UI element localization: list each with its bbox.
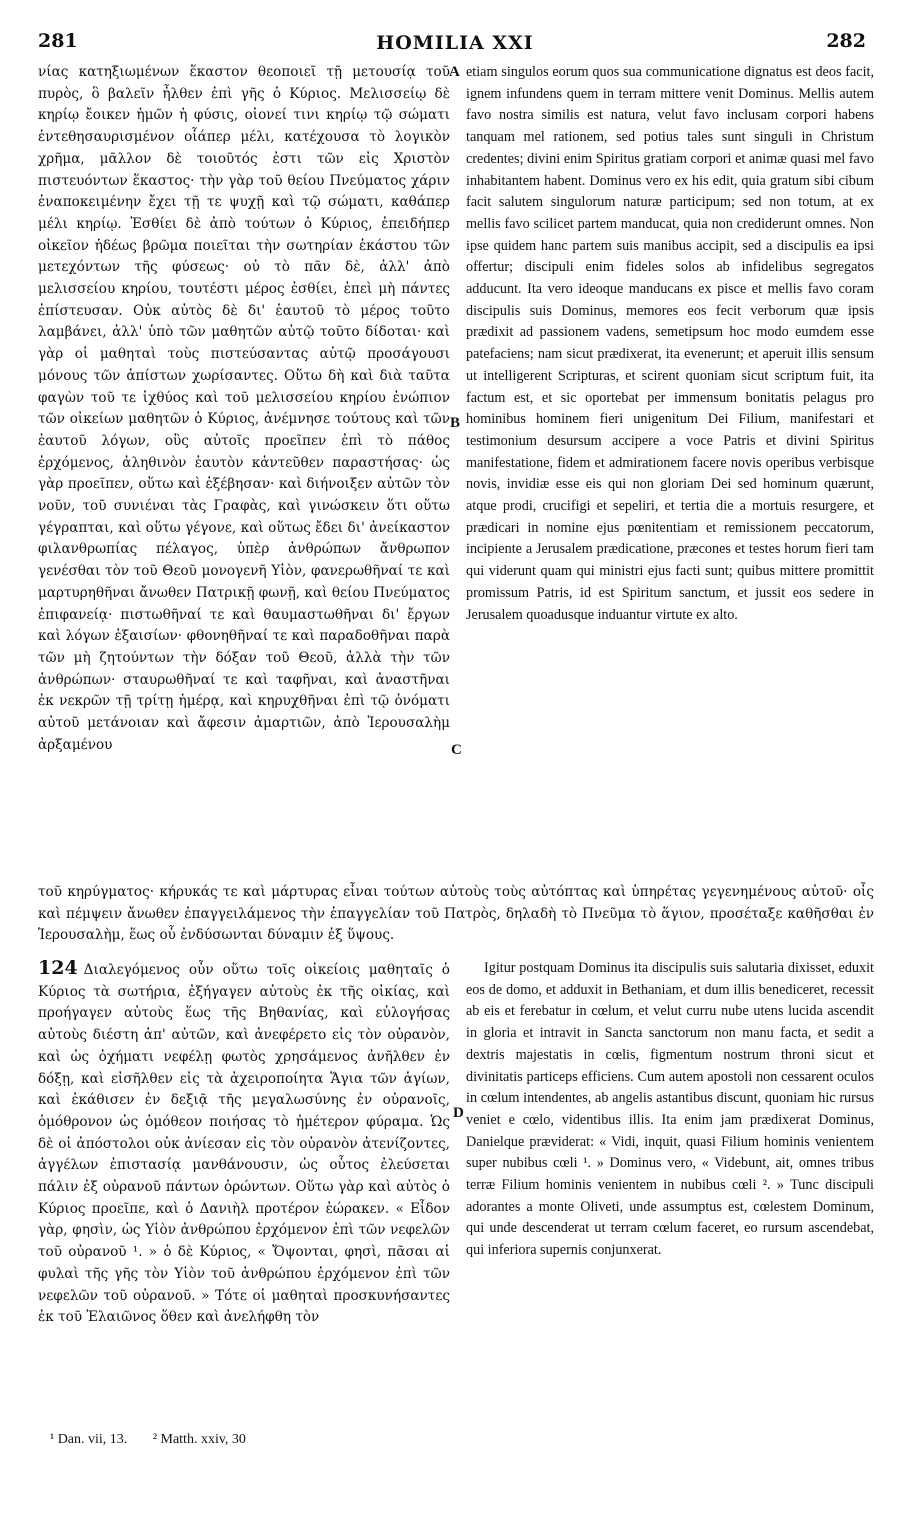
footnotes [50, 1432, 550, 1448]
latin-column-lower [466, 958, 874, 1406]
footnote-2: ² Matth. xxiv, 30 [152, 1432, 246, 1447]
greek-span-text: τοῦ κηρύγματος· κήρυκάς τε καὶ μάρτυρας εἶναι τούτων αὐτοὺς τοὺς αὐτόπτας καὶ ὑπηρέτας γεγενημένους αὐτοῦ· οἷς καὶ πέμψειν ἄνωθεν ἐπαγγειλάμενος τὴν ἐπαγγελίαν τοῦ Πατρὸς, δηλαδὴ τὸ Πνεῦμα τὸ ἅγιον, προσέταξε καθῆσθαι ἐν Ἱερουσαλὴμ, ἕως οὗ ἐνδύσωνται δύναμιν ἐξ ὕψους. [38, 884, 874, 944]
section-number: 124 [38, 958, 78, 979]
page-header [0, 30, 910, 60]
footnote-1: ¹ Dan. vii, 13. [50, 1432, 128, 1447]
latin-text-upper: etiam singulos eorum quos sua communicatione dignatus est deos facit, ignem infundens quem in terram mittere venit Dominus. Mellis autem favo nostra similis est natura, velut favo inclusam corpori habens tanquam mel rationem, sed potius tales sunt singuli in Christum credentes; divini enim Spiritus gratiam corpori et animæ quasi mel favo inhabitantem habent. Dominus vero ex his edit, quia gratum sibi cibum facit salutem singulorum naturæ participum; sed non totum, at ex mellis favo scilicet partem manducat, quia non crediderunt omnes. Non ipse quidem hanc partem suis manibus accipit, sed a discipulis ea ipsi offertur; discipuli enim fideles solos ab infidelibus segregatos adducunt. Ita vero ideoque manducans ex pisce et mellis favo coram discipulis suis Dominus, memores eos fecit verborum quæ ipsis prædixit ad passionem vadens, semetipsum hoc modo eumdem esse patefaciens; nam sicut prædixerat, ita evenerunt; et aperuit illis sensum ut intelligerent Scripturas, et scirent quoniam sicut scriptum fuit, ita factum est, et sic oportebat per immensum bonitatis pelagus pro hominibus hominem fieri unigenitum Dei Filium, manifestari et testimonium desursum accipere a voce Patris et divini Spiritus manifestatione, fidem et admirationem facere novis operibus verbisque novis, invidiæ esse eis qui non gloriam Dei sed hominum quærunt, atque prodi, crucifigi et sepeliri, et tertia die a mortuis resurgere, et prædicari in nomine ejus pœnitentiam et remissionem peccatorum, incipiente a Jerusalem prædicatione, præcones et testes horum fieri tam qui viderunt quam qui ministri ejus facti sunt; quibus mittere promittit promissum Patris, id est Spiritum sanctum, et jussit eos sedere in Jerusalem quoadusque induantur virtute ex alto. [466, 64, 874, 623]
latin-text-lower: Igitur postquam Dominus ita discipulis suis salutaria dixisset, eduxit eos de domo, et adduxit in Bethaniam, et dum illis benediceret, recessit ab eis et ferebatur in cœlum, et velut curru nube utens lucida ascendit in gloria et intravit in Sancta sanctorum non manu facta, et sedit a dextris majestatis in cœlis, figmentum nostrum throni sicut et divinitatis particeps efficiens. Cum autem apostoli non cessarent oculos in cœlum intendentes, ab angelis astantibus discunt, quoniam hic rursus veniet e cœlo, videntibus illis. Ita enim jam prædixerat Dominus, Danielque præviderat: « Vidi, inquit, quasi Filium hominis venientem super nubibus cœli ¹. » Dominus vero, « Videbunt, ait, omnes tribus terræ Filium hominis venientem in nubibus cœli ². » Tunc discipuli adorantes a monte Oliveti, unde assumptus est, cœlestem Dominum, qui unde descenderat ut terram cœlum faceret, eo rursum ascendebat, qui inferiora supernis conjunxerat. [466, 960, 874, 1259]
greek-spanning-paragraph [38, 882, 874, 952]
margin-marker-a: A [449, 64, 460, 80]
margin-marker-d: D [453, 1105, 464, 1121]
page-number-left: 281 [38, 30, 78, 52]
greek-text-upper: νίας κατηξιωμένων ἕκαστον θεοποιεῖ τῇ μετουσίᾳ τοῦ πυρὸς, ὃ βαλεῖν ἦλθεν ἐπὶ γῆς ὁ Κύριος. Μελισσείῳ δὲ κηρίῳ ἔοικεν ἡμῶν ἡ φύσις, οἱονεί τινι κηρίῳ τῷ σώματι ἐντεθησαυρισμένον οἷάπερ μέλι, κατέχουσα τὸ λογικὸν χρῆμα, μᾶλλον δὲ τοιοῦτός ἐστι τῶν εἰς Χριστὸν πιστευόντων ἕκαστος· τὴν γὰρ τοῦ θείου Πνεύματος χάριν ἐναποκειμένην ἔχει τῇ τε ψυχῇ καὶ τῷ σώματι, καθάπερ μέλι κηρίῳ. Ἐσθίει δὲ ἀπὸ τούτων ὁ Κύριος, ἐπειδήπερ οἰκεῖον ἡδέως βρῶμα ποιεῖται τὴν σωτηρίαν ἑκάστου τῶν μετεχόντων τῆς φύσεως· οὐ τὸ πᾶν δὲ, ἀλλ' ἀπὸ μελισσείου κηρίου, τουτέστι μέρος ἐσθίει, ἐπεὶ μὴ πάντες ἐπίστευσαν. Οὐκ αὐτὸς δὲ δι' ἑαυτοῦ τὸ μέρος τοῦτο λαμβάνει, ἀλλ' ὑπὸ τῶν μαθητῶν αὐτῷ τοῦτο δίδοται· καὶ γὰρ οἱ μαθηταὶ τοὺς πιστεύσαντας αὐτῷ προσάγουσι μόνους τῶν ἀπίστων χωρίσαντες. Οὕτω δὴ καὶ διὰ ταῦτα φαγὼν τοῦ τε ἰχθύος καὶ τοῦ μελισσείου κηρίου ἐνώπιον τῶν οἰκείων μαθητῶν ὁ Κύριος, ἀνέμνησε τούτους καὶ τῶν ἑαυτοῦ λόγων, οὓς αὐτοῖς προεῖπεν ἐπὶ τὸ πάθος ἐρχόμενος, ἀληθινὸν ἑαυτὸν κἀντεῦθεν παραστήσας· ὡς γὰρ προεῖπεν, οὕτω καὶ ἐξέβησαν· καὶ διήνοιξεν αὐτῶν τὸν νοῦν, τοῦ συνιέναι τὰς Γραφὰς, καὶ γινώσκειν ὅτι οὕτω γέγραπται, καὶ οὕτω γέγονε, καὶ οὕτως ἔδει δι' ἀνείκαστον φιλανθρωπίας πέλαγος, ὑπὲρ ἀνθρώπων ἄνθρωπον γενέσθαι τὸν τοῦ Θεοῦ μονογενῆ Υἱὸν, φανερωθῆναί τε καὶ μαρτυρηθῆναι ἄνωθεν Πατρικῇ φωνῇ, καὶ θείου Πνεύματος ἐπιφανείᾳ· πιστωθῆναί τε καὶ θαυμαστωθῆναι δι' ἔργων καὶ λόγων ἐξαισίων· φθονηθῆναί τε καὶ παραδοθῆναι παρὰ τῶν μὴ ζητούντων τὴν δόξαν τοῦ Θεοῦ, ἀλλὰ τὴν τῶν ἀνθρώπων· σταυρωθῆναί τε καὶ ταφῆναι, καὶ ἀναστῆναι ἐκ νεκρῶν τῇ τρίτῃ ἡμέρᾳ, καὶ κηρυχθῆναι ἐπὶ τῷ ὀνόματι αὐτοῦ μετάνοιαν καὶ ἄφεσιν ἁμαρτιῶν, ἀπὸ Ἱερουσαλὴμ ἀρξαμένου [38, 64, 450, 753]
margin-marker-c: C [451, 742, 462, 758]
greek-text-lower: Διαλεγόμενος οὖν οὕτω τοῖς οἰκείοις μαθηταῖς ὁ Κύριος τὰ σωτήρια, ἐξήγαγεν αὐτοὺς ἐκ τῆς οἰκίας, καὶ προήγαγεν αὐτοὺς ἕως τῆς Βηθανίας, καὶ εὐλογήσας αὐτοὺς διέστη ἀπ' αὐτῶν, καὶ ἀνεφέρετο εἰς τὸν οὐρανὸν, καὶ ὡς ὀχήματι νεφέλῃ φωτὸς χρησάμενος ἀνῆλθεν ἐν δόξῃ, καὶ εἰσῆλθεν εἰς τὰ ἀχειροποίητα Ἅγια τῶν ἁγίων, καὶ ἐκάθισεν ἐν δεξιᾷ τῆς μεγαλωσύνης ἐν οὐρανοῖς, ὁμόθρονον ὡς ὁμόθεον ποιήσας τὸ ἡμέτερον φύραμα. Ὡς δὲ οἱ ἀπόστολοι οὐκ ἀνίεσαν εἰς τὸν οὐρανὸν ἀτενίζοντες, ἀγγέλων ἐπιστασίᾳ μανθάνουσιν, ὡς οὗτος ἐλεύσεται πάλιν ἐξ οὐρανοῦ πάντων ὁρώντων. Οὕτω γὰρ καὶ αὐτὸς ὁ Κύριος προεῖπε, καὶ ὁ Δανιὴλ προτέρον ἑώρακεν. « Εἶδον γὰρ, φησὶν, ὡς Υἱὸν ἀνθρώπου ἐρχόμενον ἐπὶ τῶν νεφελῶν τοῦ οὐρανοῦ ¹. » ὁ δὲ Κύριος, « Ὄψονται, φησὶ, πᾶσαι αἱ φυλαὶ τῆς γῆς τὸν Υἱὸν τοῦ ἀνθρώπου ἐρχόμενον ἐπὶ τῶν νεφελῶν τοῦ οὐρανοῦ. » Τότε οἱ μαθηταὶ προσκυνήσαντες ἐκ τοῦ Ἐλαιῶνος ὅθεν καὶ ἀνελήφθη τὸν [38, 962, 450, 1326]
margin-marker-b: B [450, 415, 461, 431]
greek-column-upper [38, 62, 450, 884]
page-number-right: 282 [826, 30, 866, 52]
greek-column-lower [38, 958, 450, 1406]
latin-column-upper [466, 62, 874, 884]
running-title: HOMILIA XXI [376, 32, 534, 54]
